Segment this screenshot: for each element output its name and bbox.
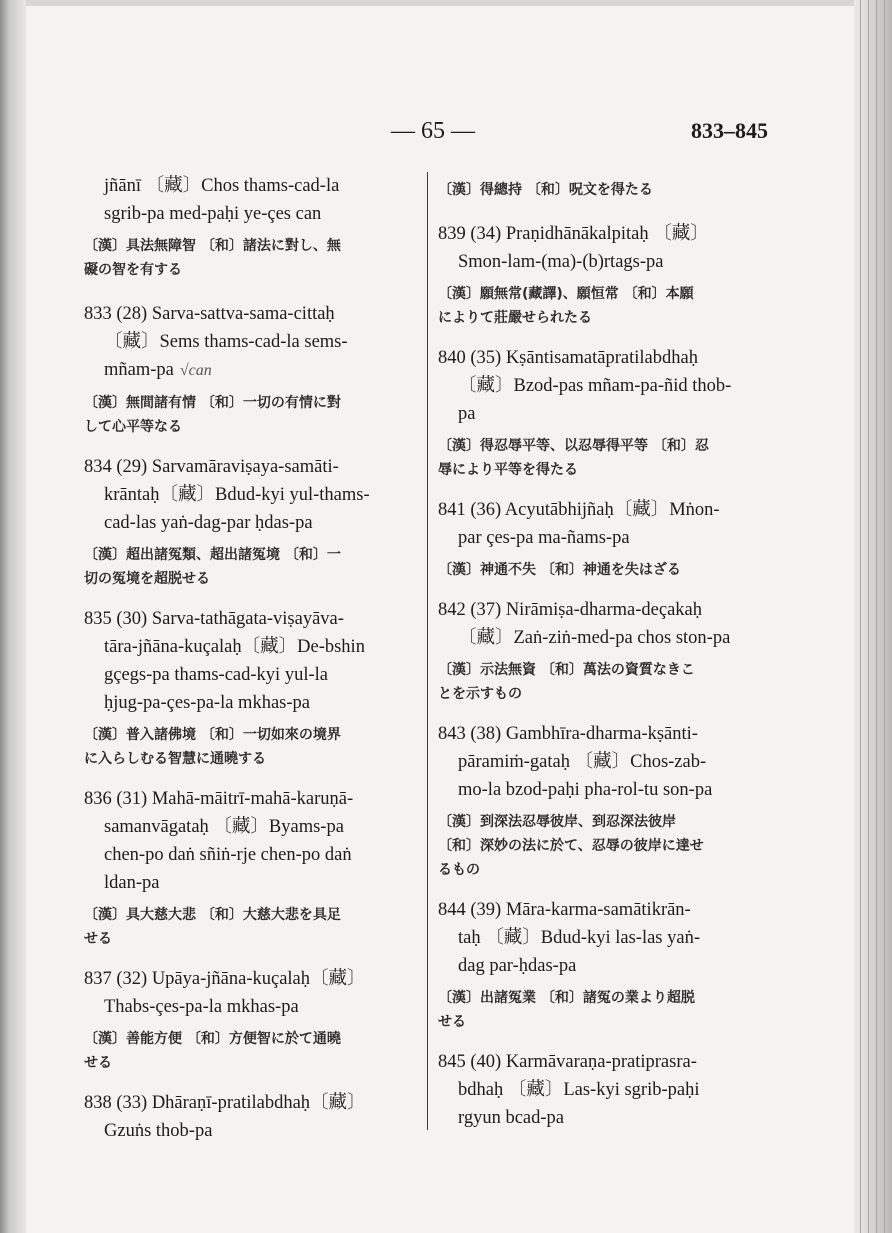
column-divider bbox=[427, 172, 428, 1130]
gloss-line: 〔漢〕超出諸冤類、超出諸冤境 〔和〕一 bbox=[84, 547, 341, 563]
entry-line: gçegs-pa thams-cad-kyi yul-la bbox=[104, 665, 328, 685]
gloss-line: せる bbox=[438, 1014, 466, 1030]
left-column bbox=[84, 172, 418, 1159]
entry-line: sgrib-pa med-paḥi ye-çes can bbox=[104, 204, 322, 224]
entry-line: 837 (32) Upāya-jñāna-kuçalaḥ〔藏〕 bbox=[84, 969, 366, 989]
entry-chinese-japanese bbox=[438, 810, 774, 882]
gloss-line: 〔漢〕得總持 〔和〕呪文を得たる bbox=[438, 182, 653, 198]
entry-sanskrit-tibetan bbox=[438, 596, 774, 652]
entry-chinese-japanese bbox=[84, 391, 418, 439]
dictionary-entry bbox=[438, 220, 774, 330]
dictionary-entry bbox=[84, 1089, 418, 1145]
gloss-line: せる bbox=[84, 1055, 112, 1071]
entry-line: 835 (30) Sarva-tathāgata-viṣayāva- bbox=[84, 609, 344, 629]
entry-chinese-japanese bbox=[438, 178, 774, 202]
page-left-shadow bbox=[0, 0, 26, 1233]
gloss-line: 切の冤境を超脱せる bbox=[84, 571, 210, 587]
gloss-line: 〔漢〕願無常(藏譯)、願恒常 〔和〕本願 bbox=[438, 286, 694, 302]
gloss-line: によりて莊嚴せられたる bbox=[438, 310, 592, 326]
entry-line: rgyun bcad-pa bbox=[458, 1108, 564, 1128]
dictionary-entry bbox=[438, 496, 774, 582]
entry-line: 〔藏〕Sems thams-cad-la sems- bbox=[104, 332, 348, 352]
entry-line: jñānī 〔藏〕Chos thams-cad-la bbox=[104, 176, 340, 196]
entry-sanskrit-tibetan bbox=[84, 785, 418, 897]
entry-line: 843 (38) Gambhīra-dharma-kṣānti- bbox=[438, 724, 698, 744]
entry-sanskrit-tibetan bbox=[438, 720, 774, 804]
dictionary-entry bbox=[438, 596, 774, 706]
entry-chinese-japanese bbox=[84, 903, 418, 951]
gloss-line: 〔漢〕示法無資 〔和〕萬法の資質なきこ bbox=[438, 662, 695, 678]
entry-line: Smon-lam-(ma)-(b)rtags-pa bbox=[458, 252, 664, 272]
entry-chinese-japanese bbox=[438, 558, 774, 582]
entry-line: mo-la bzod-paḥi pha-rol-tu son-pa bbox=[458, 780, 713, 800]
gloss-line: 辱により平等を得たる bbox=[438, 462, 578, 478]
entry-line: 833 (28) Sarva-sattva-sama-cittaḥ bbox=[84, 304, 335, 324]
entry-chinese-japanese bbox=[438, 658, 774, 706]
gloss-line: 〔漢〕到深法忍辱彼岸、到忍深法彼岸 bbox=[438, 814, 676, 830]
entry-line: tāra-jñāna-kuçalaḥ〔藏〕De-bshin bbox=[104, 637, 365, 657]
dictionary-entry bbox=[84, 785, 418, 951]
entry-line: bdhaḥ 〔藏〕Las-kyi sgrib-paḥi bbox=[458, 1080, 700, 1100]
entry-line: mñam-pa bbox=[104, 360, 174, 380]
gloss-line: 〔和〕深妙の法に於て、忍辱の彼岸に達せ bbox=[438, 838, 704, 854]
gloss-line: 〔漢〕具法無障智 〔和〕諸法に對し、無 bbox=[84, 238, 341, 254]
entry-sanskrit-tibetan bbox=[84, 605, 418, 717]
entry-sanskrit-tibetan bbox=[438, 896, 774, 980]
dictionary-entry bbox=[438, 344, 774, 482]
entry-line: par çes-pa ma-ñams-pa bbox=[458, 528, 630, 548]
entry-sanskrit-tibetan bbox=[438, 496, 774, 552]
entry-range: 833–845 bbox=[691, 118, 768, 143]
dictionary-entry bbox=[438, 896, 774, 1034]
entry-sanskrit-tibetan bbox=[84, 965, 418, 1021]
entry-line: 836 (31) Mahā-māitrī-mahā-karuṇā- bbox=[84, 789, 354, 809]
page-number: — 65 — bbox=[391, 118, 475, 144]
entry-chinese-japanese bbox=[84, 723, 418, 771]
entry-line: 841 (36) Acyutābhijñaḥ〔藏〕Mṅon- bbox=[438, 500, 720, 520]
entry-line: 840 (35) Kṣāntisamatāpratilabdhaḥ bbox=[438, 348, 698, 368]
entry-line: 838 (33) Dhāraṇī-pratilabdhaḥ〔藏〕 bbox=[84, 1093, 366, 1113]
dictionary-entry bbox=[84, 965, 418, 1075]
entry-line: taḥ 〔藏〕Bdud-kyi las-las yaṅ- bbox=[458, 928, 700, 948]
entry-chinese-japanese bbox=[84, 1027, 418, 1075]
dictionary-entry bbox=[438, 720, 774, 882]
entry-line: 〔藏〕Zaṅ-ziṅ-med-pa chos ston-pa bbox=[458, 628, 731, 648]
entry-line: chen-po daṅ sñiṅ-rje chen-po daṅ bbox=[104, 845, 352, 865]
gloss-line: とを示すもの bbox=[438, 686, 522, 702]
entry-chinese-japanese bbox=[84, 234, 418, 282]
entry-line: pāramiṁ-gataḥ 〔藏〕Chos-zab- bbox=[458, 752, 707, 772]
entry-line: krāntaḥ〔藏〕Bdud-kyi yul-thams- bbox=[104, 485, 370, 505]
entry-sanskrit-tibetan bbox=[84, 300, 418, 385]
gloss-line: せる bbox=[84, 931, 112, 947]
handwritten-note: √can bbox=[179, 362, 212, 379]
entry-line: 839 (34) Praṇidhānākalpitaḥ 〔藏〕 bbox=[438, 224, 709, 244]
entry-line: 〔藏〕Bzod-pas mñam-pa-ñid thob- bbox=[458, 376, 732, 396]
entry-line: samanvāgataḥ 〔藏〕Byams-pa bbox=[104, 817, 344, 837]
entry-line: Thabs-çes-pa-la mkhas-pa bbox=[104, 997, 299, 1017]
gloss-line: 〔漢〕神通不失 〔和〕神通を失はざる bbox=[438, 562, 681, 578]
entry-line: ḥjug-pa-çes-pa-la mkhas-pa bbox=[104, 693, 310, 713]
gloss-line: 〔漢〕具大慈大悲 〔和〕大慈大悲を具足 bbox=[84, 907, 341, 923]
entry-line: 842 (37) Nirāmiṣa-dharma-deçakaḥ bbox=[438, 600, 703, 620]
dictionary-entry bbox=[84, 300, 418, 439]
entry-chinese-japanese bbox=[84, 543, 418, 591]
gloss-line: 〔漢〕得忍辱平等、以忍辱得平等 〔和〕忍 bbox=[438, 438, 709, 454]
entry-line: Gzuṅs thob-pa bbox=[104, 1121, 213, 1141]
dictionary-entry bbox=[438, 178, 774, 202]
entry-chinese-japanese bbox=[438, 434, 774, 482]
dictionary-entry bbox=[438, 1048, 774, 1132]
gloss-line: に入らしむる智慧に通曉する bbox=[84, 751, 266, 767]
entry-chinese-japanese bbox=[438, 986, 774, 1034]
entry-line: pa bbox=[458, 404, 476, 424]
entry-line: ldan-pa bbox=[104, 873, 160, 893]
gloss-line: るもの bbox=[438, 862, 480, 878]
entry-line: 834 (29) Sarvamāraviṣaya-samāti- bbox=[84, 457, 339, 477]
entry-line: dag par-ḥdas-pa bbox=[458, 956, 577, 976]
entry-sanskrit-tibetan bbox=[438, 220, 774, 276]
gloss-line: 〔漢〕出諸冤業 〔和〕諸冤の業より超脱 bbox=[438, 990, 695, 1006]
dictionary-entry bbox=[84, 172, 418, 282]
right-column bbox=[438, 172, 774, 1146]
gloss-line: 礙の智を有する bbox=[84, 262, 182, 278]
page-top-edge bbox=[0, 0, 892, 6]
page-header bbox=[0, 118, 892, 154]
entry-sanskrit-tibetan bbox=[84, 172, 418, 228]
entry-line: 844 (39) Māra-karma-samātikrān- bbox=[438, 900, 691, 920]
entry-line: 845 (40) Karmāvaraṇa-pratiprasra- bbox=[438, 1052, 697, 1072]
entry-line: cad-las yaṅ-dag-par ḥdas-pa bbox=[104, 513, 313, 533]
gloss-line: 〔漢〕善能方便 〔和〕方便智に於て通曉 bbox=[84, 1031, 341, 1047]
gloss-line: して心平等なる bbox=[84, 419, 182, 435]
entry-chinese-japanese bbox=[438, 282, 774, 330]
entry-sanskrit-tibetan bbox=[438, 344, 774, 428]
page-right-edge bbox=[854, 0, 892, 1233]
entry-sanskrit-tibetan bbox=[84, 1089, 418, 1145]
gloss-line: 〔漢〕普入諸佛境 〔和〕一切如來の境界 bbox=[84, 727, 341, 743]
dictionary-entry bbox=[84, 453, 418, 591]
gloss-line: 〔漢〕無間諸有情 〔和〕一切の有情に對 bbox=[84, 395, 341, 411]
entry-sanskrit-tibetan bbox=[84, 453, 418, 537]
dictionary-entry bbox=[84, 605, 418, 771]
entry-sanskrit-tibetan bbox=[438, 1048, 774, 1132]
